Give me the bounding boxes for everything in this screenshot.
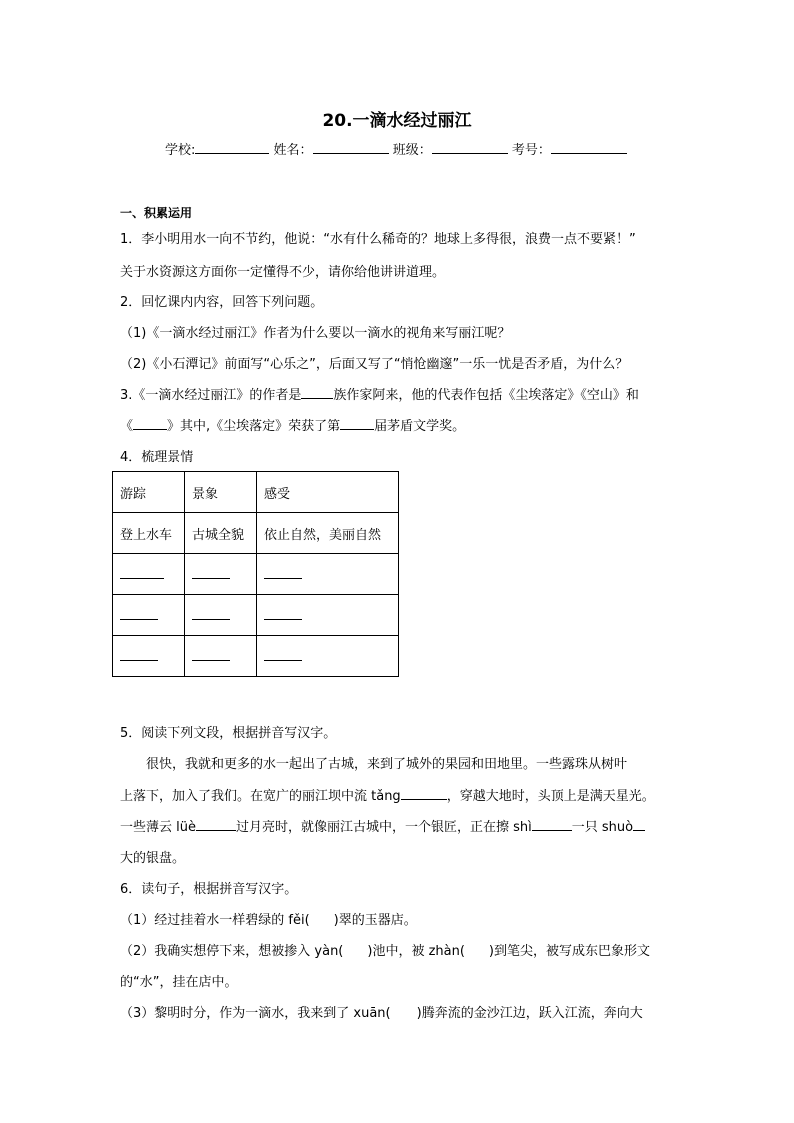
q6-sentence3 [120, 1002, 643, 1021]
q3-blank-work[interactable] [133, 417, 167, 430]
q2-stem: 2．回忆课内内容，回答下列问题。 [120, 295, 324, 310]
q3-line1 [120, 384, 639, 403]
table-header-row [113, 472, 399, 513]
q2-sub2: （2)《小石潭记》前面写“心乐之”，后面又写了“悄怆幽邃”一乐一忧是否矛盾，为什么？ [120, 357, 629, 372]
class-label: 班级： [392, 143, 432, 158]
header-cell: 景象 [185, 472, 257, 513]
q6-text: )池中，被 zhàn( [367, 944, 465, 959]
table-blank-cell[interactable] [185, 595, 257, 636]
header-cell: 游踪 [113, 472, 185, 513]
scenery-table [112, 471, 399, 677]
q3-text-b: 族作家阿来，他的代表作包括《尘埃落定》《空山》和 [333, 388, 639, 403]
q5-para-line3 [120, 816, 645, 835]
table-blank-cell[interactable] [257, 595, 399, 636]
q3-text-e: 届茅盾文学奖。 [374, 419, 466, 434]
q2-sub1: （1)《一滴水经过丽江》作者为什么要以一滴水的视角来写丽江呢？ [120, 326, 511, 341]
q5-para-line1: 很快，我就和更多的水一起出了古城，来到了城外的果园和田地里。一些露珠从树叶 [146, 757, 628, 772]
q6-text: （2）我确实想停下来，想被掺入 yàn( [120, 944, 344, 959]
table-row [113, 636, 399, 677]
table-blank-cell[interactable] [257, 636, 399, 677]
page-title: 20.一滴水经过丽江 [322, 111, 472, 131]
q5-text: 一些薄云 lüè [120, 820, 196, 835]
table-blank-cell[interactable] [113, 636, 185, 677]
section-heading: 一、积累运用 [120, 206, 193, 220]
q3-blank-session[interactable] [340, 417, 374, 430]
q6-text: )腾奔流的金沙江边，跃入江流，奔向大 [416, 1006, 643, 1021]
q5-text: 过月亮时，就像丽江古城中，一个银匠，正在擦 shì [235, 820, 532, 835]
q1-line1: 1．李小明用水一向不节约，他说：“水有什么稀奇的？地球上多得很，浪费一点不要紧！” [120, 232, 636, 247]
q6-sentence2-cont: 的“水”，挂在店中。 [120, 975, 238, 990]
table-row [113, 595, 399, 636]
q5-text: 一只 shuò [571, 820, 634, 835]
header-cell: 感受 [257, 472, 399, 513]
q3-text-a: 3.《一滴水经过丽江》的作者是 [120, 388, 302, 403]
table-blank-cell[interactable] [185, 636, 257, 677]
table-blank-cell[interactable] [257, 554, 399, 595]
school-label: 学校: [165, 143, 196, 158]
q6-text: )到笔尖，被写成东巴象形文 [488, 944, 650, 959]
q6-text: )翠的玉器店。 [333, 913, 417, 928]
table-cell: 依止自然，美丽自然 [257, 513, 399, 554]
name-blank[interactable] [313, 140, 389, 154]
table-row [113, 513, 399, 554]
exam-no-blank[interactable] [551, 140, 627, 154]
exam-no-label: 考号： [511, 143, 551, 158]
q5-text: 上落下，加入了我们。在宽广的丽江坝中流 tǎng [120, 789, 401, 804]
q6-sentence2 [120, 940, 650, 959]
q3-line2 [120, 415, 465, 434]
q5-blank-tang[interactable] [401, 787, 447, 800]
name-label: 姓名： [273, 143, 313, 158]
table-blank-cell[interactable] [113, 554, 185, 595]
table-blank-cell[interactable] [185, 554, 257, 595]
q5-para-line4: 大的银盘。 [120, 851, 186, 866]
q6-stem: 6．读句子，根据拼音写汉字。 [120, 882, 298, 897]
q5-blank-shuo[interactable] [633, 818, 645, 831]
q3-blank-ethnicity[interactable] [301, 386, 333, 399]
q5-para-line2 [120, 785, 655, 804]
q4-stem: 4．梳理景情 [120, 450, 194, 465]
table-blank-cell[interactable] [113, 595, 185, 636]
q5-stem: 5．阅读下列文段，根据拼音写汉字。 [120, 726, 337, 741]
school-blank[interactable] [195, 140, 269, 154]
table-cell: 登上水车 [113, 513, 185, 554]
q5-blank-shi[interactable] [532, 818, 572, 831]
q6-sentence1 [120, 909, 417, 928]
q3-text-d: 》其中,《尘埃落定》荣获了第 [167, 419, 341, 434]
q3-text-c: 《 [120, 419, 134, 434]
q5-text: ，穿越大地时，头顶上是满天星光。 [446, 789, 655, 804]
q5-blank-lue[interactable] [196, 818, 236, 831]
student-info-line [165, 139, 627, 158]
q1-line2: 关于水资源这方面你一定懂得不少，请你给他讲讲道理。 [120, 265, 446, 280]
q6-text: （3）黎明时分，作为一滴水，我来到了 xuān( [120, 1006, 391, 1021]
q6-text: （1）经过挂着水一样碧绿的 fěi( [120, 913, 310, 928]
class-blank[interactable] [432, 140, 508, 154]
table-row [113, 554, 399, 595]
table-cell: 古城全貌 [185, 513, 257, 554]
